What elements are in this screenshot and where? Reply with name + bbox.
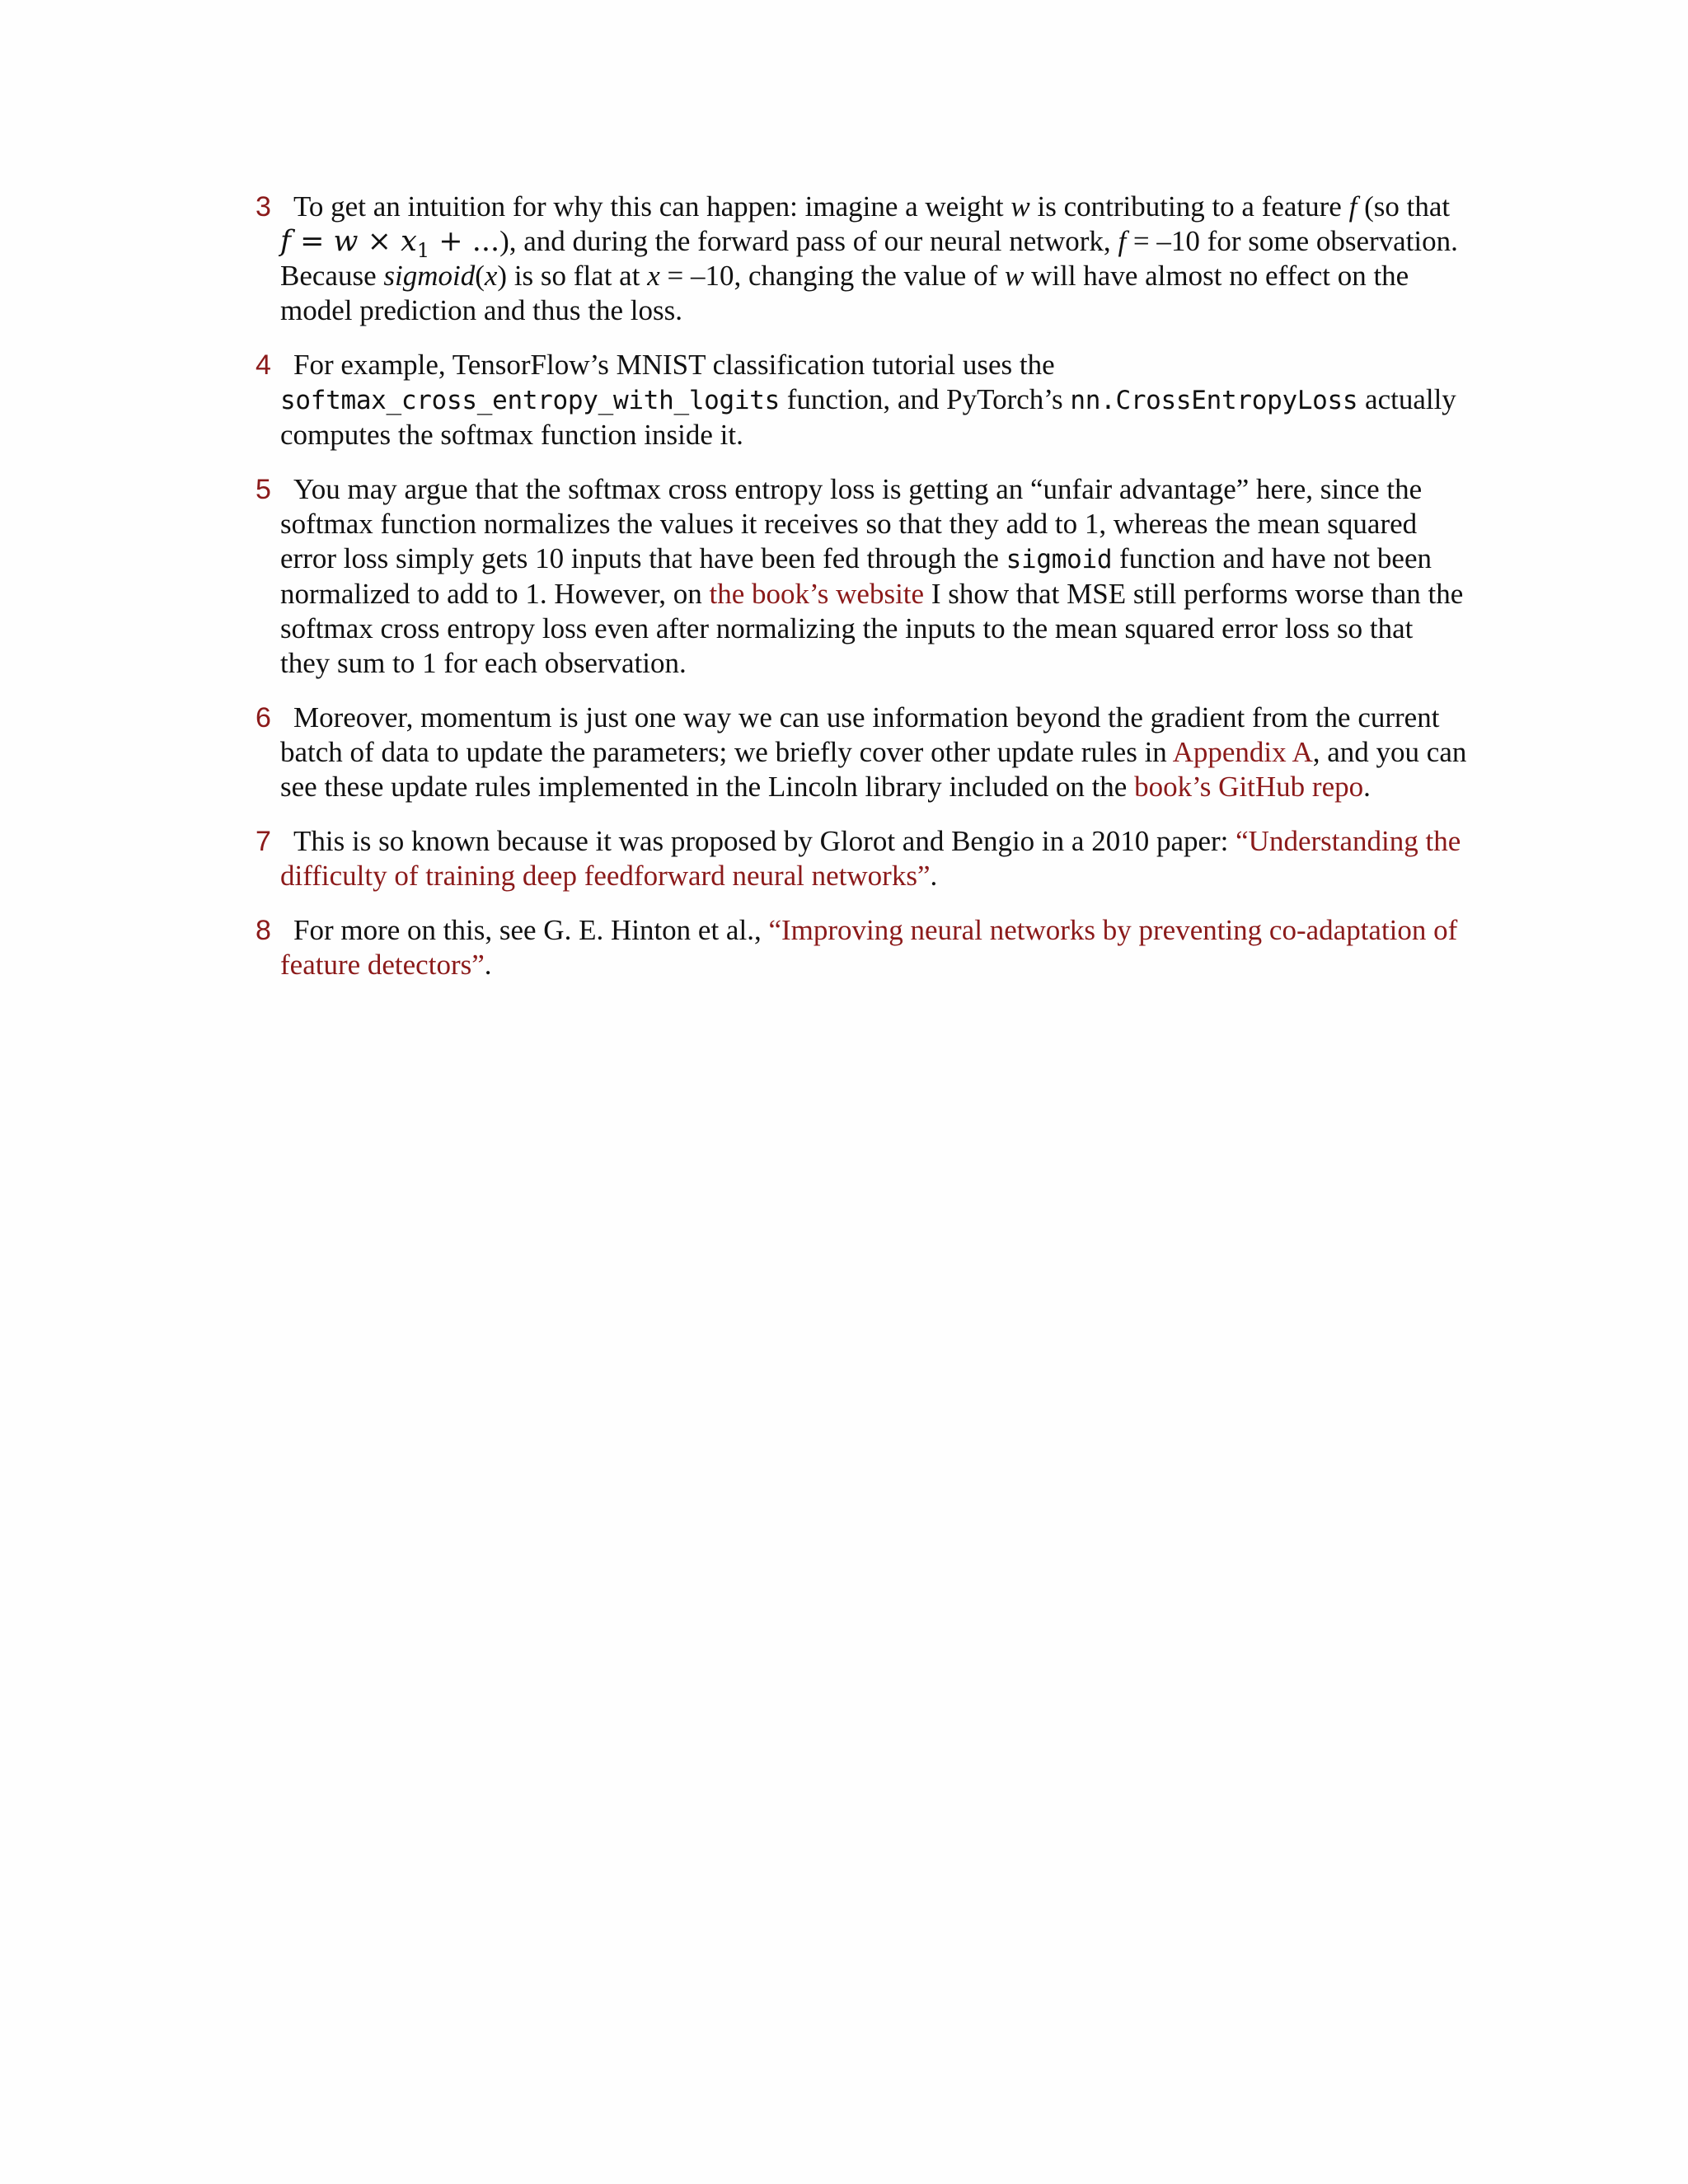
inline-code: softmax_cross_entropy_with_logits [280,386,780,415]
footnote-5-body [280,472,1467,681]
footnote-text: function, and PyTorch’s [780,383,1071,415]
footnote-text: ( [475,260,485,292]
footnote-text: I show that MSE still performs worse than the softmax cross entropy loss even after normalizing the inputs to the mean squared error loss so that they sum to 1 for each observation. [280,578,1464,679]
math-subscript: 1 [416,239,430,262]
math-variable: f [280,225,291,258]
math-variable: w [333,225,359,258]
footnote-4 [256,348,1467,452]
math-variable: x [484,260,498,292]
inline-code: sigmoid [1006,545,1113,574]
github-repo-link[interactable]: book’s GitHub repo [1134,771,1364,803]
footnote-5 [256,472,1467,681]
footnote-text: This is so known because it was proposed by Glorot and Bengio in a 2010 paper: [293,825,1236,857]
math-variable: w [1010,190,1030,223]
footnote-text: . [484,949,492,981]
footnote-text: You may argue that the softmax cross entropy loss is getting an “unfair advantage” here, since the softmax function normalizes the values it receives so that they add to 1, whereas the mean squared error loss simply gets 10 inputs that have been fed through the [280,473,1423,574]
math-formula [280,225,500,262]
footnote-text: function and have not been normalized to add to 1. However, on [280,542,1432,610]
footnote-text: , and you can see these update rules implemented in the Lincoln library included on the [280,736,1467,803]
math-operator: × [358,225,401,258]
footnote-text: For more on this, see G. E. Hinton et al., [293,914,769,946]
footnote-text: (so that [1357,190,1451,223]
footnote-text: To get an intuition for why this can happen: imagine a weight [293,190,1011,223]
footnote-3 [256,190,1467,328]
math-variable: x [401,225,417,258]
footnote-7-body [280,824,1467,893]
footnote-8-body [280,913,1467,982]
footnote-text: ) [497,260,508,292]
footnote-4-number[interactable]: 4 [256,349,271,381]
footnote-3-number[interactable]: 3 [256,191,271,223]
footnote-text: = –10, changing the value of [659,260,1005,292]
footnote-text: = –10 for some observation. Because [280,225,1458,292]
inline-code: nn.CrossEntropyLoss [1070,386,1358,415]
glorot-paper-link[interactable]: “Understanding the difficulty of training deep feedforward neural networks” [280,825,1461,892]
hinton-paper-link[interactable]: “Improving neural networks by preventing co-adaptation of feature detectors” [280,914,1458,981]
footnote-8 [256,913,1467,982]
footnote-7 [256,824,1467,893]
math-variable: x [647,260,660,292]
footnote-6 [256,701,1467,804]
footnote-6-body [280,701,1467,804]
math-operator: = [290,225,334,258]
footnote-8-number[interactable]: 8 [256,915,271,946]
footnote-text: is so flat at [507,260,648,292]
math-operator: + ... [429,225,500,258]
footnote-6-number[interactable]: 6 [256,702,271,733]
footnote-text: actually computes the softmax function inside it. [280,383,1456,451]
math-variable: w [1005,260,1025,292]
footnote-text: is contributing to a feature [1029,190,1349,223]
footnote-3-body [280,190,1467,328]
footnote-text: Moreover, momentum is just one way we can use information beyond the gradient from the current batch of data to update the parameters; we briefly cover other update rules in [280,701,1440,768]
footnote-text: . [1363,771,1371,803]
footnote-5-number[interactable]: 5 [256,474,271,505]
footnote-7-number[interactable]: 7 [256,826,271,857]
math-variable: f [1118,225,1127,257]
footnote-text: . [930,860,938,892]
footnotes-list [256,190,1467,1002]
book-website-link[interactable]: the book’s website [709,578,925,610]
appendix-a-link[interactable]: Appendix A [1172,736,1313,768]
footnote-text: For example, TensorFlow’s MNIST classification tutorial uses the [293,349,1055,381]
footnote-text: ), and during the forward pass of our neural network, [499,225,1118,257]
function-name: sigmoid [383,260,476,292]
footnote-4-body [280,348,1467,452]
footnote-text: will have almost no effect on the model prediction and thus the loss. [280,260,1409,326]
math-variable: f [1348,190,1357,223]
